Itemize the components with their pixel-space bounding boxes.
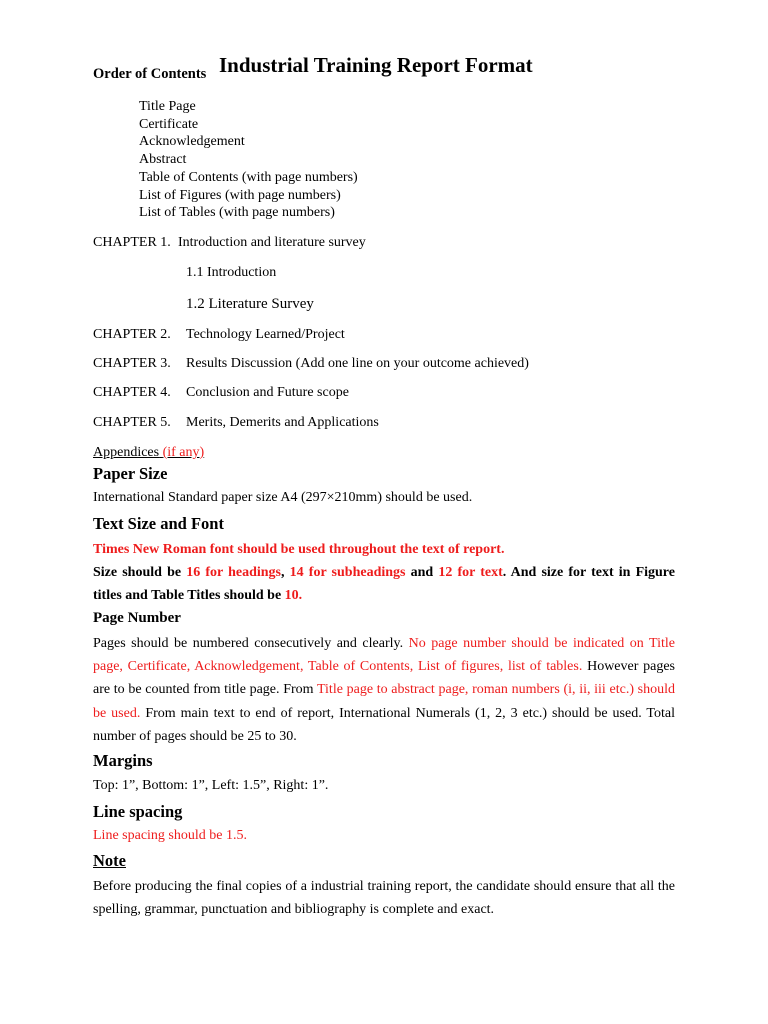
list-item: Table of Contents (with page numbers) [139,169,358,185]
chapter-4 [93,385,349,401]
note-paragraph: Before producing the final copies of a industrial training report, the candidate should ensure that all the spelling, grammar, punctuation and bibliography is complete and exact. [93,879,675,918]
note-heading: Note [93,851,126,870]
paper-size-heading: Paper Size [93,464,168,483]
text-fragment: and [405,565,439,581]
caption-size: 10. [284,588,303,604]
front-matter-list [139,98,358,222]
chapter-3 [93,356,529,372]
margins-text: Top: 1”, Bottom: 1”, Left: 1.5”, Right: 1”. [93,778,329,793]
list-item: List of Figures (with page numbers) [139,187,341,203]
font-rule: Times New Roman font should be used throughout the text of report. [93,542,505,557]
list-item: Acknowledgement [139,134,245,150]
line-spacing-heading: Line spacing [93,802,183,821]
subheading-size: 14 for subheadings [289,565,406,581]
appendices-note: (if any) [162,445,205,460]
paper-size-text: International Standard paper size A4 (297×210mm) should be used. [93,490,473,505]
list-item: List of Tables (with page numbers) [139,205,335,221]
text-fragment: Size should be [93,565,187,581]
chapter-1 [93,235,366,251]
chapter-label: CHAPTER 1. [93,235,171,250]
chapter-5 [93,415,379,431]
text-fragment: Pages should be numbered consecutively and clearly. [93,636,409,651]
section-1-1: 1.1 Introduction [186,265,277,280]
text-fragment: From main text to end of report, International Numerals (1, 2, 3 etc.) should be used. Total number of pages should be 25 to 30. [93,705,675,744]
text-fragment: , [281,565,290,581]
chapter-title: Merits, Demerits and Applications [186,415,379,430]
list-item: Title Page [139,99,196,114]
chapter-label: CHAPTER 5. [93,415,171,430]
chapter-label: CHAPTER 3. [93,356,171,371]
list-item: Abstract [139,152,187,168]
order-of-contents-heading: Order of Contents [93,66,207,82]
appendices-line [93,445,204,461]
body-text-size: 12 for text [438,565,503,581]
chapter-title: Results Discussion (Add one line on your outcome achieved) [186,356,529,371]
chapter-title: Conclusion and Future scope [186,385,349,400]
heading-size: 16 for headings [186,565,282,581]
chapter-title: Introduction and literature survey [178,235,366,250]
list-item: Certificate [139,116,199,132]
no-page-number-rule: No page number should be indicated on Title page, Certificate, Acknowledgement, Table of Contents, List of figures, list of tables. [93,636,675,675]
page-number-paragraph [93,632,675,748]
text-size-font-paragraph [93,538,675,608]
document-title: Industrial Training Report Format [219,53,533,77]
line-spacing-text: Line spacing should be 1.5. [93,828,247,843]
roman-numbers-rule: Title page to abstract page, roman numbers (i, ii, iii etc.) should be used. [93,682,676,721]
chapter-label: CHAPTER 4. [93,385,171,400]
text-fragment: . And size for text in Figure titles and Table Titles should be [93,565,675,604]
appendices-label: Appendices [93,445,160,460]
text-size-font-heading: Text Size and Font [93,514,224,533]
text-fragment: However pages are to be counted from title page. From [93,659,676,698]
chapter-title: Technology Learned/Project [186,327,345,342]
page-number-heading: Page Number [93,610,181,626]
chapter-2 [93,327,345,343]
section-1-2: 1.2 Literature Survey [186,296,314,312]
chapter-label: CHAPTER 2. [93,327,171,342]
margins-heading: Margins [93,751,153,770]
